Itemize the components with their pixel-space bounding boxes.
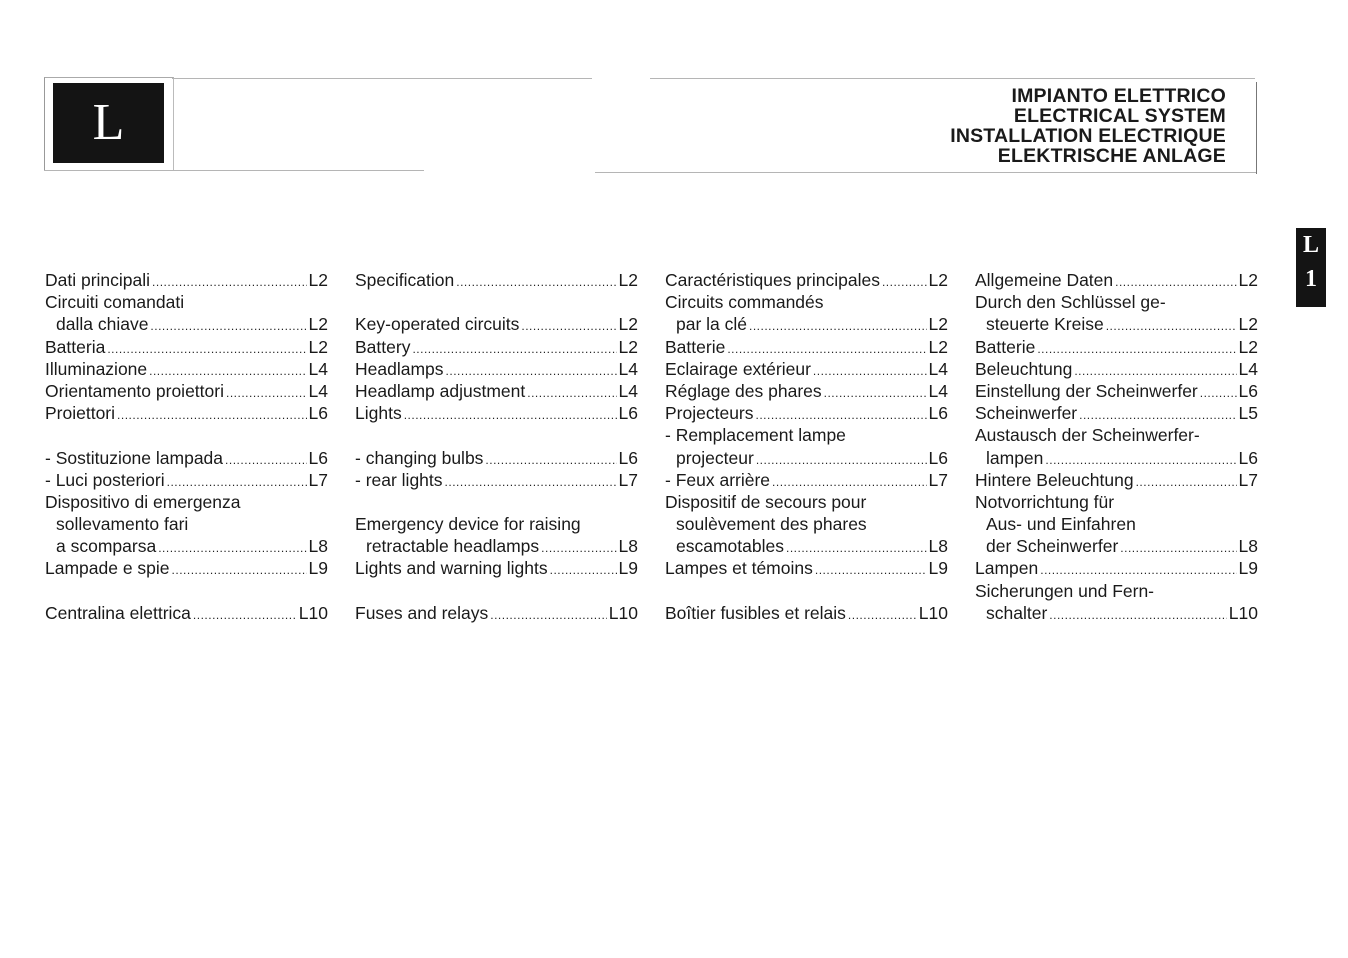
toc-entry: [665, 602, 948, 624]
toc-entry-title: Projecteurs: [665, 403, 754, 424]
toc-entry-title: Notvorrichtung für: [975, 491, 1115, 512]
toc-entry-page[interactable]: L6: [618, 447, 638, 468]
toc-entry-page[interactable]: L4: [1238, 358, 1258, 379]
toc-entry-page[interactable]: L2: [308, 336, 328, 357]
toc-entry-title: - Sostituzione lampada: [45, 447, 224, 468]
toc-entry-title: Lampade e spie: [45, 558, 170, 579]
toc-leader-dots: [193, 604, 297, 626]
toc-entry: [45, 602, 328, 624]
toc-entry: [45, 380, 328, 402]
toc-column-german: [975, 269, 1258, 624]
toc-entry: [45, 291, 328, 313]
toc-leader-dots: [786, 537, 927, 559]
toc-leader-dots: [158, 537, 306, 559]
toc-leader-dots: [167, 471, 307, 493]
toc-entry-title: Centralina elettrica: [45, 602, 191, 623]
toc-column-english: [355, 269, 638, 624]
toc-entry-title: escamotables: [676, 536, 784, 557]
toc-entry: [355, 358, 638, 380]
toc-entry-title: Lights: [355, 403, 402, 424]
toc-entry-page[interactable]: L2: [308, 270, 328, 290]
toc-leader-dots: [727, 338, 926, 360]
toc-entry-page[interactable]: L9: [1238, 558, 1258, 579]
toc-entry: [45, 402, 328, 424]
toc-entry: [45, 469, 328, 491]
toc-leader-dots: [1045, 449, 1236, 471]
header-rule-top-left: [172, 78, 592, 79]
toc-entry-title: Illuminazione: [45, 358, 148, 379]
toc-entry: [665, 447, 948, 469]
toc-entry: [665, 469, 948, 491]
toc-leader-dots: [226, 382, 307, 404]
toc-entry: [665, 557, 948, 579]
toc-leader-dots: [550, 559, 617, 581]
toc-entry: [355, 447, 638, 469]
toc-spacer: [355, 291, 638, 313]
toc-entry-title: Aus- und Einfahren: [986, 514, 1136, 535]
toc-entry-title: Lights and warning lights: [355, 558, 548, 579]
toc-leader-dots: [1136, 471, 1237, 493]
toc-entry-title: Batterie: [975, 336, 1036, 357]
toc-leader-dots: [1120, 537, 1236, 559]
toc-entry: [355, 602, 638, 624]
toc-entry: [975, 491, 1258, 513]
toc-entry-title: Circuits commandés: [665, 292, 824, 313]
toc-entry-page[interactable]: L8: [928, 536, 948, 557]
section-letter-tab: L: [53, 83, 164, 163]
toc-leader-dots: [1074, 360, 1236, 382]
toc-entry-page[interactable]: L9: [308, 558, 328, 579]
toc-leader-dots: [152, 271, 306, 293]
toc-entry-page[interactable]: L2: [928, 270, 948, 290]
toc-entry-title: Scheinwerfer: [975, 403, 1078, 424]
toc-entry-page[interactable]: L8: [308, 536, 328, 557]
toc-entry-title: soulèvement des phares: [676, 514, 867, 535]
toc-entry: [975, 336, 1258, 358]
toc-entry-page[interactable]: L6: [618, 403, 638, 424]
toc-entry-page[interactable]: L4: [308, 380, 328, 401]
toc-entry: [975, 358, 1258, 380]
toc-entry-page[interactable]: L2: [618, 314, 638, 335]
toc-entry: [665, 291, 948, 313]
toc-entry: [45, 447, 328, 469]
toc-entry: [355, 380, 638, 402]
toc-leader-dots: [150, 315, 306, 337]
toc-leader-dots: [1079, 404, 1236, 426]
toc-entry: [975, 291, 1258, 313]
toc-leader-dots: [1037, 338, 1236, 360]
chapter-title-de: ELEKTRISCHE ANLAGE: [997, 145, 1226, 167]
toc-entry-page[interactable]: L2: [1238, 270, 1258, 290]
toc-entry: [975, 535, 1258, 557]
toc-entry-title: Dispositivo di emergenza: [45, 491, 241, 512]
toc-entry: [975, 269, 1258, 291]
chapter-title-en: ELECTRICAL SYSTEM: [1013, 105, 1226, 127]
toc-entry: [665, 424, 948, 446]
toc-entry-page[interactable]: L10: [1228, 602, 1258, 623]
toc-entry-title: - changing bulbs: [355, 447, 484, 468]
toc-entry-page[interactable]: L9: [928, 558, 948, 579]
toc-entry-title: Durch den Schlüssel ge-: [975, 292, 1166, 313]
toc-entry: [45, 358, 328, 380]
toc-leader-dots: [772, 471, 927, 493]
toc-leader-dots: [490, 604, 607, 626]
toc-entry: [665, 513, 948, 535]
toc-leader-dots: [815, 559, 927, 581]
toc-entry-title: Boîtier fusibles et relais: [665, 602, 846, 623]
toc-entry-page[interactable]: L2: [618, 270, 638, 290]
toc-column-italian: [45, 269, 328, 624]
toc-leader-dots: [527, 382, 616, 404]
toc-entry-page[interactable]: L6: [308, 403, 328, 424]
toc-entry-page[interactable]: L6: [308, 447, 328, 468]
toc-leader-dots: [456, 271, 616, 293]
toc-leader-dots: [1049, 604, 1227, 626]
toc-entry: [975, 469, 1258, 491]
toc-entry-page[interactable]: L10: [918, 602, 948, 623]
toc-leader-dots: [149, 360, 306, 382]
toc-entry-title: Batteria: [45, 336, 106, 357]
toc-entry-title: Austausch der Scheinwerfer-: [975, 425, 1200, 446]
toc-entry-page[interactable]: L2: [928, 336, 948, 357]
toc-entry: [975, 602, 1258, 624]
header-rule-bottom-right: [595, 172, 1257, 173]
toc-entry-page[interactable]: L7: [308, 469, 328, 490]
toc-entry: [355, 513, 638, 535]
toc-entry: [45, 336, 328, 358]
toc-leader-dots: [445, 471, 617, 493]
toc-entry-title: Caractéristiques principales: [665, 270, 880, 290]
toc-leader-dots: [1115, 271, 1236, 293]
toc-entry: [665, 269, 948, 291]
toc-entry-title: Batterie: [665, 336, 726, 357]
toc-entry-title: steuerte Kreise: [986, 314, 1104, 335]
toc-entry-title: Lampen: [975, 558, 1039, 579]
toc-leader-dots: [848, 604, 917, 626]
toc-entry: [975, 557, 1258, 579]
toc-entry-title: Emergency device for raising: [355, 514, 581, 535]
toc-entry-title: a scomparsa: [56, 536, 157, 557]
header-rule-right-edge: [1256, 82, 1257, 174]
toc-spacer: [45, 580, 328, 602]
toc-entry-page[interactable]: L5: [1238, 403, 1258, 424]
toc-leader-dots: [172, 559, 307, 581]
toc-leader-dots: [749, 315, 927, 337]
toc-entry: [45, 491, 328, 513]
chapter-title-fr: INSTALLATION ELECTRIQUE: [950, 125, 1226, 147]
toc-entry-title: Headlamp adjustment: [355, 380, 526, 401]
toc-entry: [975, 580, 1258, 602]
toc-entry: [355, 535, 638, 557]
toc-entry-title: Key-operated circuits: [355, 314, 520, 335]
toc-entry: [665, 491, 948, 513]
toc-leader-dots: [107, 338, 306, 360]
toc-leader-dots: [1040, 559, 1236, 581]
toc-leader-dots: [756, 449, 927, 471]
toc-spacer: [355, 580, 638, 602]
toc-leader-dots: [1200, 382, 1237, 404]
toc-entry: [975, 513, 1258, 535]
toc-entry-title: schalter: [986, 602, 1048, 623]
toc-entry-title: der Scheinwerfer: [986, 536, 1119, 557]
toc-entry-page[interactable]: L6: [928, 403, 948, 424]
toc-entry-title: - Feux arrière: [665, 469, 771, 490]
toc-entry-page[interactable]: L2: [928, 314, 948, 335]
toc-entry-title: Specification: [355, 270, 455, 290]
toc-entry: [355, 469, 638, 491]
toc-entry: [975, 402, 1258, 424]
toc-entry-title: Allgemeine Daten: [975, 270, 1114, 290]
chapter-title-it: IMPIANTO ELETTRICO: [1011, 85, 1226, 107]
toc-entry: [355, 557, 638, 579]
toc-entry-title: Proiettori: [45, 403, 116, 424]
toc-entry-title: lampen: [986, 447, 1044, 468]
toc-entry: [665, 535, 948, 557]
toc-entry-page[interactable]: L4: [618, 358, 638, 379]
toc-entry: [665, 358, 948, 380]
toc-entry-title: Circuiti comandati: [45, 292, 185, 313]
toc-entry: [355, 336, 638, 358]
toc-entry-page[interactable]: L4: [928, 380, 948, 401]
toc-leader-dots: [404, 404, 617, 426]
toc-entry-title: Réglage des phares: [665, 380, 822, 401]
toc-leader-dots: [225, 449, 307, 471]
toc-entry: [665, 336, 948, 358]
toc-entry-title: - Remplacement lampe: [665, 425, 846, 446]
toc-entry-title: sollevamento fari: [56, 514, 189, 535]
toc-entry: [45, 535, 328, 557]
toc-entry-page[interactable]: L4: [618, 380, 638, 401]
chapter-titles: [950, 86, 1226, 166]
toc-leader-dots: [813, 360, 927, 382]
toc-entry-title: Orientamento proiettori: [45, 380, 224, 401]
toc-spacer: [355, 424, 638, 446]
toc-entry-page[interactable]: L8: [1238, 536, 1258, 557]
toc-entry: [355, 402, 638, 424]
toc-entry-page[interactable]: L7: [1238, 469, 1258, 490]
toc-entry-page[interactable]: L10: [298, 602, 328, 623]
toc-entry: [45, 313, 328, 335]
toc-entry: [45, 269, 328, 291]
toc-leader-dots: [485, 449, 616, 471]
toc-entry-page[interactable]: L9: [618, 558, 638, 579]
toc-entry-title: Beleuchtung: [975, 358, 1073, 379]
toc-entry-title: Hintere Beleuchtung: [975, 469, 1134, 490]
toc-entry-page[interactable]: L10: [608, 602, 638, 623]
toc-leader-dots: [412, 338, 616, 360]
toc-entry-title: Lampes et témoins: [665, 558, 813, 579]
toc-entry-page[interactable]: L4: [308, 358, 328, 379]
toc-entry-title: Dispositif de secours pour: [665, 491, 867, 512]
toc-entry: [975, 424, 1258, 446]
toc-entry-page[interactable]: L2: [308, 314, 328, 335]
toc-leader-dots: [446, 360, 617, 382]
toc-spacer: [45, 424, 328, 446]
toc-entry: [45, 513, 328, 535]
toc-entry-page[interactable]: L7: [618, 469, 638, 490]
toc-leader-dots: [117, 404, 307, 426]
toc-entry: [975, 447, 1258, 469]
toc-entry: [665, 380, 948, 402]
toc-entry-title: Dati principali: [45, 270, 151, 290]
toc-entry: [355, 269, 638, 291]
toc-spacer: [355, 491, 638, 513]
toc-leader-dots: [824, 382, 927, 404]
toc-entry-page[interactable]: L6: [1238, 380, 1258, 401]
toc-entry-page[interactable]: L8: [618, 536, 638, 557]
toc-entry-title: Battery: [355, 336, 411, 357]
toc-entry-title: Fuses and relays: [355, 602, 489, 623]
toc-leader-dots: [521, 315, 616, 337]
toc-column-french: [665, 269, 948, 624]
toc-leader-dots: [541, 537, 616, 559]
toc-spacer: [665, 580, 948, 602]
toc-entry: [665, 402, 948, 424]
side-thumb-tab: [1296, 228, 1326, 307]
toc-entry: [45, 557, 328, 579]
toc-entry-page[interactable]: L7: [928, 469, 948, 490]
toc-entry: [665, 313, 948, 335]
toc-entry-page[interactable]: L2: [1238, 336, 1258, 357]
side-tab-page: 1: [1305, 266, 1317, 292]
toc-entry-title: - Luci posteriori: [45, 469, 165, 490]
toc-entry-title: retractable headlamps: [366, 536, 540, 557]
toc-entry-page[interactable]: L2: [1238, 314, 1258, 335]
toc-entry-page[interactable]: L4: [928, 358, 948, 379]
toc-entry-page[interactable]: L6: [928, 447, 948, 468]
toc-entry-title: projecteur: [676, 447, 754, 468]
toc-entry: [975, 313, 1258, 335]
toc-leader-dots: [1106, 315, 1237, 337]
toc-entry-title: dalla chiave: [56, 314, 149, 335]
header-rule-bottom-left: [44, 170, 424, 171]
toc-entry-page[interactable]: L2: [618, 336, 638, 357]
toc-leader-dots: [882, 271, 927, 293]
toc-entry-title: Sicherungen und Fern-: [975, 580, 1154, 601]
toc-leader-dots: [756, 404, 927, 426]
toc-entry-title: Eclairage extérieur: [665, 358, 811, 379]
toc-entry-page[interactable]: L6: [1238, 447, 1258, 468]
toc-entry: [355, 313, 638, 335]
side-tab-letter: L: [1302, 232, 1319, 258]
toc-entry-title: par la clé: [676, 314, 748, 335]
toc-entry: [975, 380, 1258, 402]
toc-entry-title: Headlamps: [355, 358, 444, 379]
toc-entry-title: - rear lights: [355, 469, 443, 490]
header-rule-top-right: [650, 78, 1255, 79]
toc-entry-title: Einstellung der Scheinwerfer: [975, 380, 1198, 401]
